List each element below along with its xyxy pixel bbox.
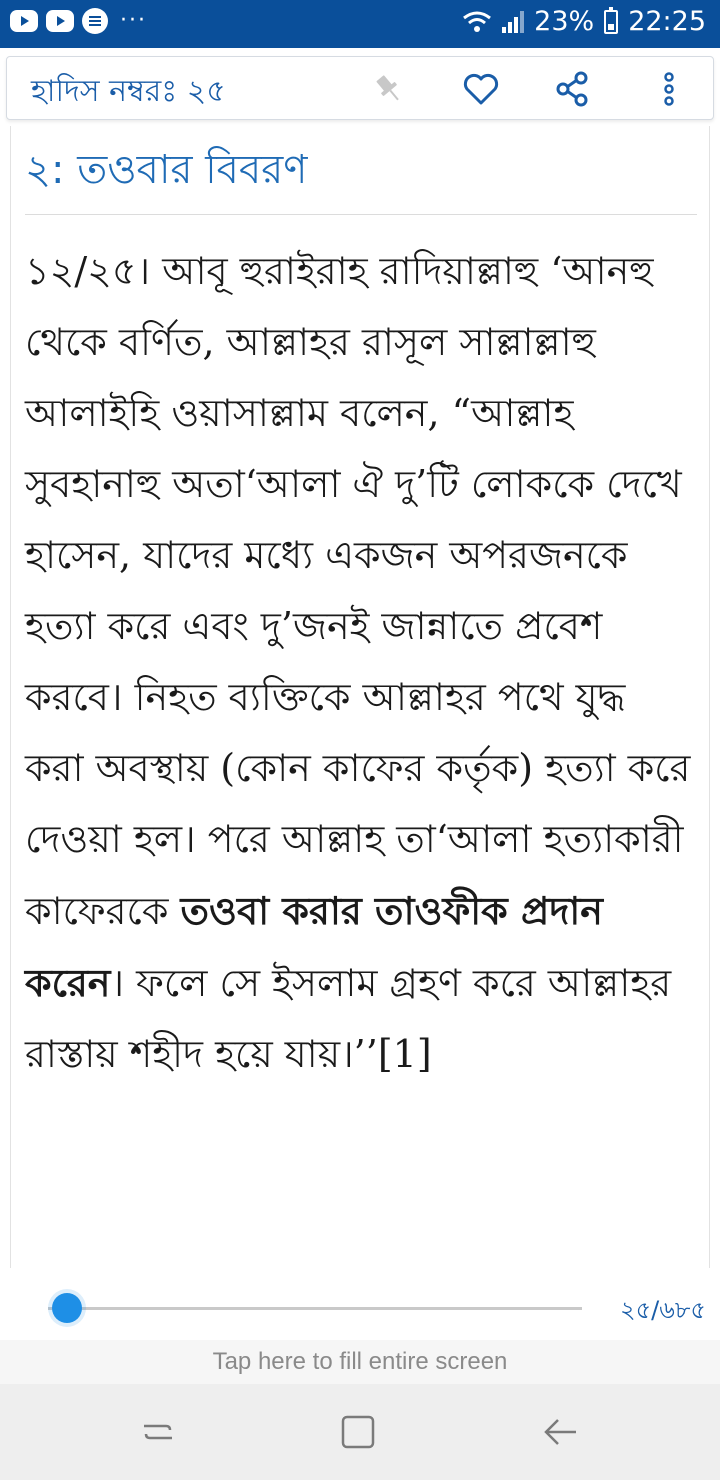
hadith-content[interactable] bbox=[10, 126, 710, 1268]
more-notifications-icon: ··· bbox=[120, 8, 147, 33]
back-icon bbox=[538, 1410, 582, 1454]
favorite-button[interactable] bbox=[459, 67, 503, 111]
battery-icon bbox=[604, 10, 618, 34]
hadith-text-bold: তওবা করার তাওফীক প্রদান করেন bbox=[25, 888, 603, 1005]
app-header bbox=[6, 56, 714, 120]
recent-apps-button[interactable] bbox=[136, 1410, 180, 1454]
back-button[interactable] bbox=[538, 1410, 582, 1454]
share-icon bbox=[551, 67, 595, 111]
notification-icons bbox=[10, 8, 147, 34]
page-seek-bar bbox=[0, 1270, 720, 1340]
more-vertical-icon bbox=[647, 67, 691, 111]
footnote-link[interactable]: [1] bbox=[377, 1032, 432, 1076]
recent-apps-icon bbox=[136, 1410, 180, 1454]
hadith-text bbox=[25, 236, 695, 1090]
clock: 22:25 bbox=[628, 6, 706, 37]
heart-icon bbox=[459, 67, 503, 111]
chapter-title: ২: তওবার বিবরণ bbox=[25, 147, 308, 193]
page-counter: ২৫/৬৮৫ bbox=[619, 1296, 706, 1324]
fill-screen-button[interactable]: Tap here to fill entire screen bbox=[0, 1340, 720, 1384]
message-icon bbox=[82, 8, 108, 34]
youtube-icon bbox=[10, 10, 38, 32]
pin-button[interactable] bbox=[367, 67, 411, 111]
hadith-text-intro: ১২/২৫। আবূ হুরাইরাহ রাদিয়াল্লাহু ‘আনহু থেকে বর্ণিত, আল্লাহর রাসূল সাল্লাল্লাহু আলাইহি ওয়াসাল্লাম বলেন, “আল্লাহ সুবহানাহু অতা‘আলা ঐ দু’টি লোককে দেখে হাসেন, যাদের মধ্যে একজন অপরজনকে হত্যা করে এবং দু’জনই জান্নাতে প্রবেশ করবে। নিহত ব্যক্তিকে আল্লাহর পথে যুদ্ধ করা অবস্থায় (কোন কাফের কর্তৃক) হত্যা করে দেওয়া হল। পরে আল্লাহ তা‘আলা হত্যাকারী কাফেরকে bbox=[25, 249, 691, 933]
status-bar bbox=[0, 0, 720, 48]
share-button[interactable] bbox=[551, 67, 595, 111]
hadith-text-outro: । ফলে সে ইসলাম গ্রহণ করে আল্লাহর রাস্তায় শহীদ হয়ে যায়।’’ bbox=[25, 961, 672, 1076]
home-icon bbox=[336, 1410, 380, 1454]
seek-track[interactable] bbox=[48, 1307, 582, 1310]
divider bbox=[25, 214, 697, 215]
pin-icon bbox=[367, 67, 411, 111]
youtube-icon-2 bbox=[46, 10, 74, 32]
more-options-button[interactable] bbox=[647, 67, 691, 111]
wifi-icon bbox=[462, 10, 492, 34]
battery-percentage: 23% bbox=[534, 6, 595, 37]
signal-icon bbox=[502, 11, 524, 33]
seek-thumb[interactable] bbox=[52, 1293, 82, 1323]
system-status bbox=[462, 6, 706, 37]
home-button[interactable] bbox=[336, 1410, 380, 1454]
hadith-number-title: হাদিস নম্বরঃ ২৫ bbox=[31, 74, 226, 109]
navigation-bar bbox=[0, 1384, 720, 1480]
